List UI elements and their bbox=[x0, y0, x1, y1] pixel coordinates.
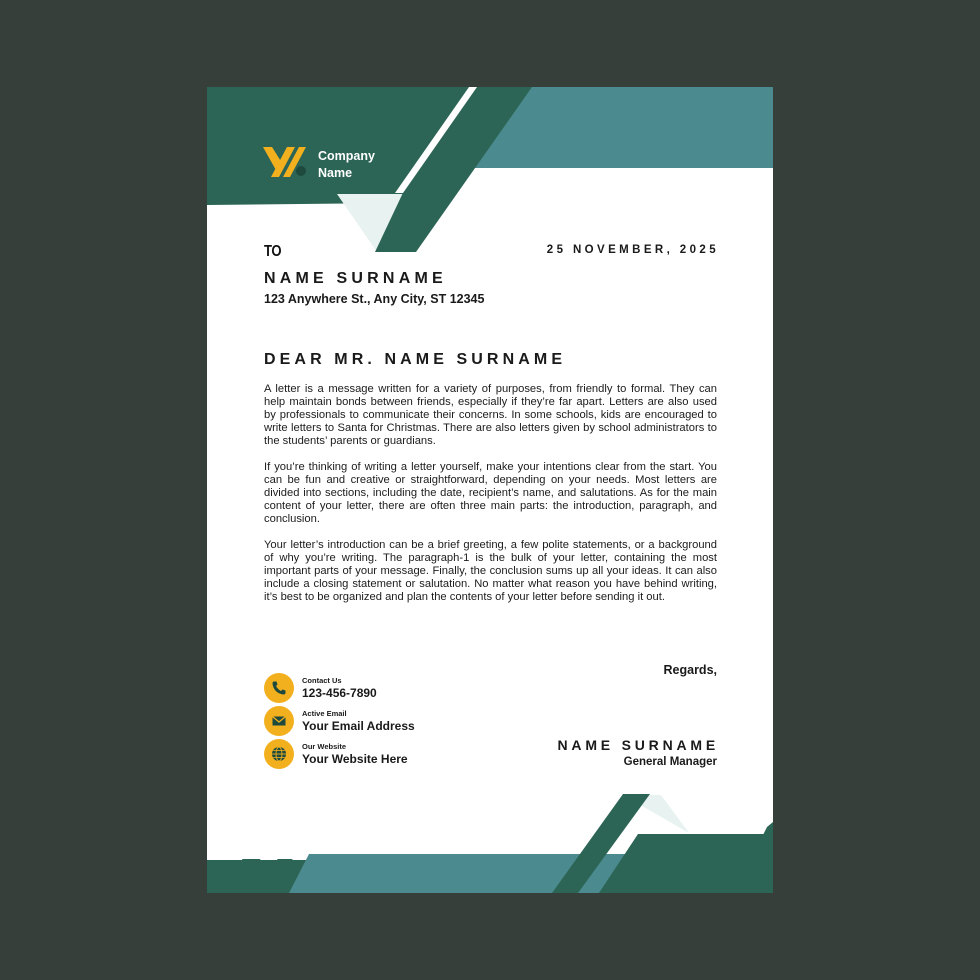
body-paragraph-3: Your letter’s introduction can be a brief greeting, a few polite statements, or a background of why you’re writing. The paragraph-1 is the bulk of your letter, containing the most important parts of your message. Finally, the conclusion sums up all your ideas. It can also include a closing statement or salutation. No matter what reason you have behind writing, it’s best to be organized and plan the contents of your letter before sending it out. bbox=[264, 539, 717, 603]
letterhead-page bbox=[207, 87, 773, 893]
contact-phone bbox=[264, 673, 484, 705]
recipient-name: NAME SURNAME bbox=[264, 270, 447, 287]
contact-email-value: Your Email Address bbox=[302, 719, 415, 733]
phone-icon bbox=[264, 673, 294, 703]
company-logo bbox=[263, 145, 307, 179]
contact-phone-label: Contact Us bbox=[302, 676, 342, 685]
contact-phone-value: 123-456-7890 bbox=[302, 686, 377, 700]
body-paragraph-1: A letter is a message written for a variety of purposes, from friendly to formal. They can help maintain bonds between friends, especially if they’re far apart. Letters are also used by professionals to communicate their concerns. In some schools, kids are encouraged to write letters to Santa for Christmas. There are also letters given by school administrators to the students’ parents or guardians. bbox=[264, 383, 717, 447]
company-name bbox=[318, 148, 375, 182]
globe-icon bbox=[264, 739, 294, 769]
letter-date: 25 NOVEMBER, 2025 bbox=[546, 244, 719, 256]
body-paragraph-2: If you’re thinking of writing a letter yourself, make your intentions clear from the start. You can be fun and creative or straightforward, depending on your needs. Most letters are divided into sections, including the date, recipient’s name, and salutations. As for the main content of your letter, there are often three main parts: the introduction, paragraph, and conclusion. bbox=[264, 461, 717, 525]
recipient-address: 123 Anywhere St., Any City, ST 12345 bbox=[264, 292, 485, 306]
contact-website-label: Our Website bbox=[302, 742, 347, 751]
contact-email-label: Active Email bbox=[302, 709, 347, 718]
contact-website bbox=[264, 739, 484, 771]
company-name-line2: Name bbox=[318, 166, 353, 180]
contact-website-value: Your Website Here bbox=[302, 752, 408, 766]
sender-name: NAME SURNAME bbox=[557, 737, 719, 753]
email-icon bbox=[264, 706, 294, 736]
letter-body bbox=[264, 383, 717, 617]
contact-email bbox=[264, 706, 484, 738]
closing: Regards, bbox=[663, 663, 717, 677]
salutation: DEAR MR. NAME SURNAME bbox=[264, 351, 567, 368]
company-name-line1: Company bbox=[318, 149, 375, 163]
sender-title: General Manager bbox=[623, 756, 717, 768]
to-label: TO bbox=[264, 243, 282, 260]
